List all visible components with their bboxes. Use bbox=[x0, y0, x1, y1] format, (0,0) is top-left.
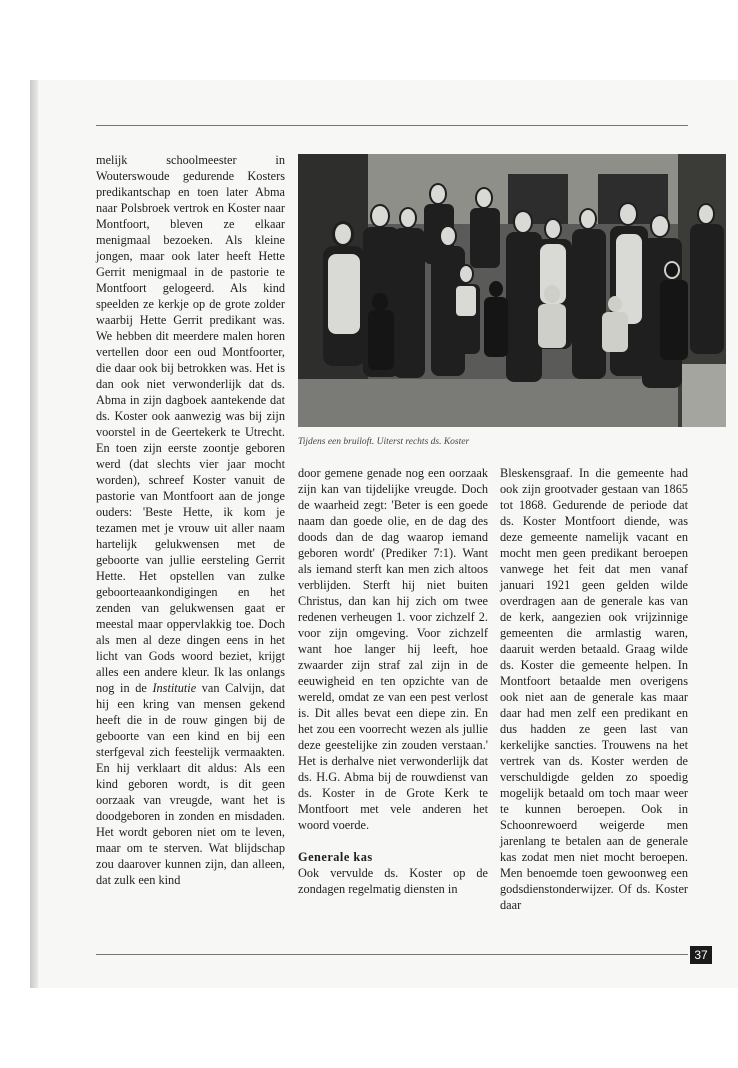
page-number: 37 bbox=[690, 946, 712, 964]
column-2-section-text: Ook vervulde ds. Koster op de zondagen regelmatig diensten in bbox=[298, 866, 488, 896]
bottom-rule bbox=[96, 954, 688, 955]
section-heading-generale-kas: Generale kas bbox=[298, 850, 373, 864]
column-1-italic-term: Institutie bbox=[152, 681, 197, 695]
wedding-photo bbox=[298, 154, 726, 427]
photo-caption: Tijdens een bruiloft. Uiterst rechts ds. Koster bbox=[298, 437, 470, 447]
column-3-text: Bleskensgraaf. In die gemeente had ook zijn grootvader gestaan van 1865 tot 1868. Gedurende de periode dat ds. Koster Montfoort diende, was deze gemeente namelijk vacant en mocht men geen predikant beroepen vanwege het feit dat men vanaf januari 1921 geen gelden wilde overdragen aan de generale kas van de kerk, aangezien ook vrijzinnige gemeenten die armlastig waren, daaruit werden betaald. Graag wilde ds. Koster die gemeente helpen. In Montfoort betaalde men overigens ook niet aan de generale kas maar daar had men zelf een predikant en dus hadden ze geen last van kerkelijke sancties. Trouwens na het vertrek van ds. Koster werden de verschuldigde gelden zo spoedig mogelijk betaald om toch maar weer te kunnen beroepen. Ook in Schoonrewoerd weigerde men jarenlang te betalen aan de generale kas zodat men niet mocht beroepen. Men benoemde toen gewoonweg een godsdienstonderwijzer. Of ds. Koster daar bbox=[500, 466, 688, 912]
top-rule bbox=[96, 125, 688, 126]
article-column-3 bbox=[500, 465, 688, 913]
article-column-2 bbox=[298, 465, 488, 897]
article-column-1 bbox=[96, 152, 285, 888]
column-2-text: door gemene genade nog een oorzaak zijn kan van tijdelijke vreugde. Doch de waarheid zegt: 'Beter is een goede naam dan goede olie, en de dag des doods dan de dag waarop iemand geboren wordt' (Prediker 7:1). Want als iemand sterft kan men zich altoos verblijden. Sterft hij niet buiten Christus, dan kan hij zich om twee redenen verheugen 1. voor zichzelf 2. voor zijn omgeving. Voor zichzelf want hoe langer hij leeft, hoe zwaarder zijn straf zal zijn in de eeuwigheid en ten opzichte van de wereld, omdat ze van een pest verlost is. Dit alles bevat een diepe zin. En het zou een voorrecht wezen als jullie deze geestelijke zin zouden verstaan.' Het is derhalve niet verwonderlijk dat ds. H.G. Abma bij de rouwdienst van ds. Koster in de Grote Kerk te Montfoort met vele anderen het woord voerde. bbox=[298, 466, 488, 832]
column-1-text: melijk schoolmeester in Wouterswoude gedurende Kosters predikantschap en toen later Abma naar Polsbroek vertrok en Koster naar Montfoort, bleven ze elkaar menigmaal bezoeken. Als kleine jongen, maar ook later heeft Hette Gerrit menigmaal in de pastorie te Montfoort gelogeerd. Als kind speelden ze kerkje op de grote zolder waarbij Hette Gerrit predikant was. We hebben dit meerdere malen horen vertellen door een oud Montfoorter, die daar ook bij betrokken was. Het is dan ook niet verwonderlijk dat ds. Abma in zijn dagboek aantekende dat ds. Koster ook aanwezig was bij zijn voorstel in de Geertekerk te Utrecht. En toen zijn eerste zoontje geboren werd (dat slechts vier jaar mocht worden), schreef Koster vanuit de pastorie van Montfoort aan de jonge ouders: 'Beste Hette, ik kom je tezamen met je vrouw uit aller naam hartelijk gelukwensen met de geboorte van jullie eersteling Gerrit Hette. Het opstellen van zulke geboorteaankondigingen en het zenden van gelukwensen gaat er meestal maar oppervlakkig toe. Doch als men al deze dingen eens in het licht van Gods woord beziet, krijgt alles een andere kleur. Ik las onlangs nog in de bbox=[96, 153, 285, 695]
column-1-text-continued: van Calvijn, dat hij een kring van mensen gekend heeft die in de rouw gingen bij de geboorte van een kind en bij een sterfgeval zich feestelijk vermaakten. En hij verklaart dit aldus: Als een kind geboren wordt, is dit geen oorzaak van vreugde, want het is doodgeboren in zonden en misdaden. Het wordt geboren niet om te leven, maar om te sterven. Wat blijdschap zou daarover kunnen zijn, dan alleen, dat zulk een kind bbox=[96, 681, 286, 887]
